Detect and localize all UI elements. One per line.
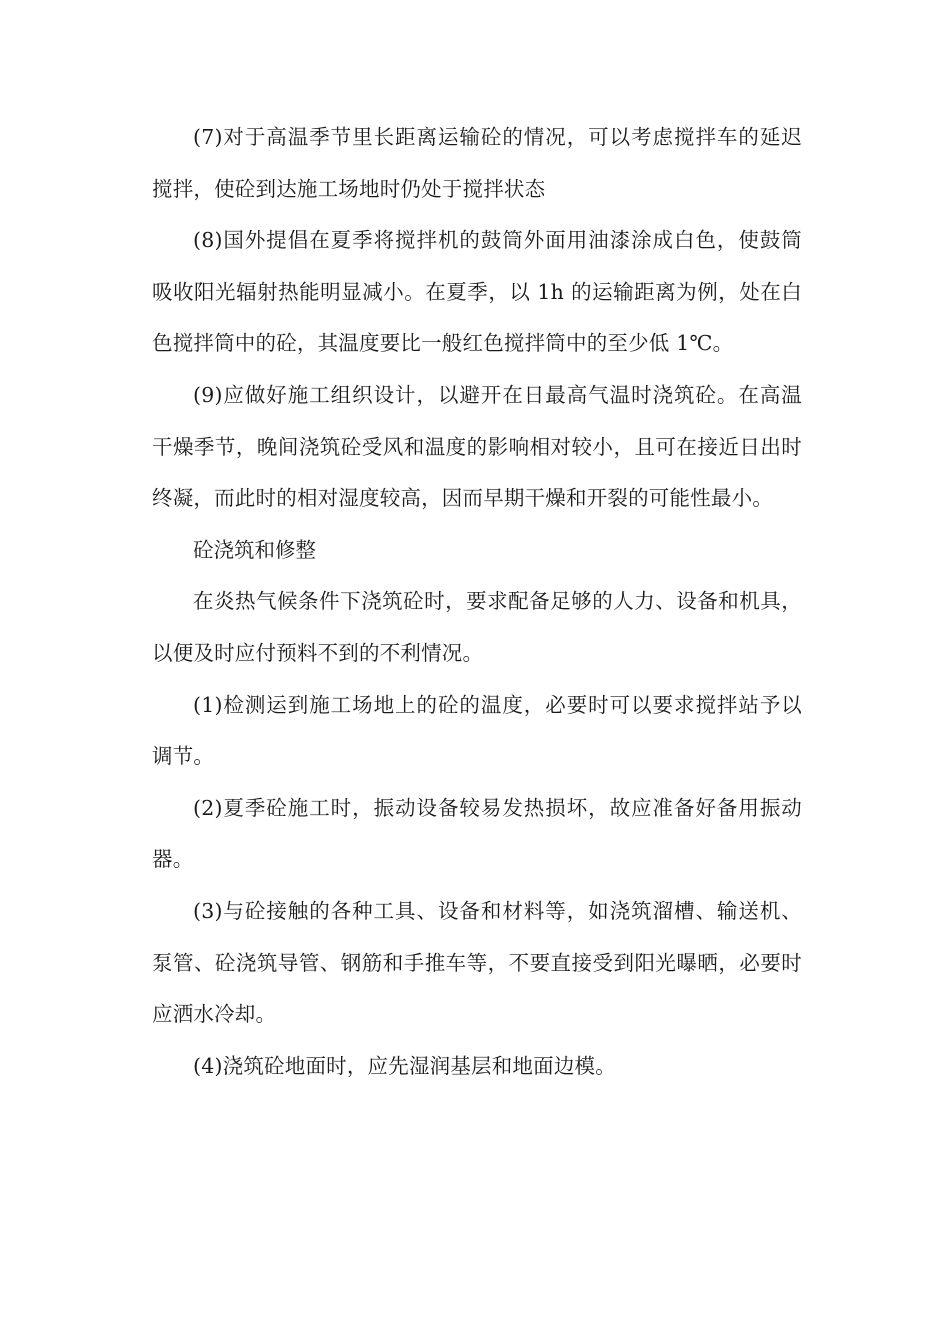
paragraph-8: (8)国外提倡在夏季将搅拌机的鼓筒外面用油漆涂成白色，使鼓筒吸收阳光辐射热能明显减小。在夏季，以 1h 的运输距离为例，处在白色搅拌筒中的砼，其温度要比一般红色搅拌筒中的至少低 1℃。	[152, 228, 802, 356]
section-item-3: (3)与砼接触的各种工具、设备和材料等，如浇筑溜槽、输送机、泵管、砼浇筑导管、钢筋和手推车等，不要直接受到阳光曝晒，必要时应洒水冷却。	[152, 898, 802, 1027]
section-intro-paragraph: 在炎热气候条件下浇筑砼时，要求配备足够的人力、设备和机具，以便及时应付预料不到的不利情况。	[152, 589, 802, 665]
paragraph-9: (9)应做好施工组织设计，以避开在日最高气温时浇筑砼。在高温干燥季节，晚间浇筑砼受风和温度的影响相对较小，且可在接近日出时终凝，而此时的相对湿度较高，因而早期干燥和开裂的可能性最小。	[152, 382, 802, 511]
paragraph-7: (7)对于高温季节里长距离运输砼的情况，可以考虑搅拌车的延迟搅拌，使砼到达施工场地时仍处于搅拌状态	[152, 125, 802, 201]
document-page	[152, 112, 802, 1092]
section-item-4: (4)浇筑砼地面时，应先湿润基层和地面边模。	[193, 1053, 616, 1078]
section-item-2: (2)夏季砼施工时，振动设备较易发热损坏，故应准备好备用振动器。	[152, 795, 802, 872]
section-heading: 砼浇筑和修整	[193, 537, 316, 562]
section-item-1: (1)检测运到施工场地上的砼的温度，必要时可以要求搅拌站予以调节。	[152, 692, 802, 769]
